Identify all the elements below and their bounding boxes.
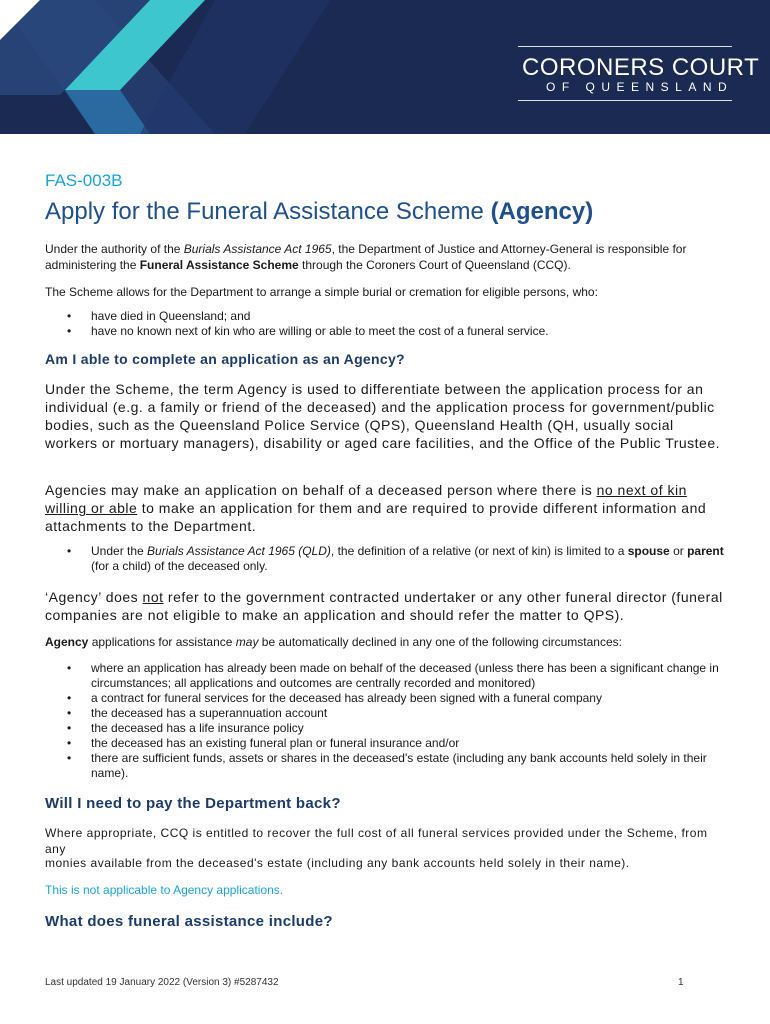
page-title: Apply for the Funeral Assistance Scheme (Agency) [45, 198, 594, 225]
heading-agency: Am I able to complete an application as an Agency? [45, 351, 405, 367]
declined-intro: Agency applications for assistance may be automatically declined in any one of the following circumstances: [45, 635, 622, 649]
intro-paragraph: Under the authority of the Burials Assistance Act 1965, the Department of Justice and Attorney-General is responsible for administering the Funeral Assistance Scheme through the Coroners Court of Queensland (CCQ). [45, 242, 687, 272]
agency-note: ‘Agency’ does not refer to the government contracted undertaker or any other funeral director (funeral companies are not eligible to make an application and should refer the matter to QPS). [45, 589, 723, 623]
logo-title: CORONERS COURT [522, 54, 760, 81]
scheme-allows-text: The Scheme allows for the Department to arrange a simple burial or cremation for eligible persons, who: [45, 285, 598, 299]
list-item: • the deceased has an existing funeral plan or funeral insurance and/or [45, 736, 727, 751]
page-number: 1 [678, 977, 684, 988]
header-banner [0, 0, 770, 134]
payback-text-2: monies available from the deceased's estate (including any bank accounts held solely in their name). [45, 856, 630, 870]
list-item: • Under the Burials Assistance Act 1965 (QLD), the definition of a relative (or next of kin) is limited to a spouse or parent (for a child) of the deceased only. [45, 544, 727, 574]
circumstances-list [45, 661, 727, 781]
list-item: • have no known next of kin who are willing or able to meet the cost of a funeral service. [45, 324, 727, 339]
heading-pay-back: Will I need to pay the Department back? [45, 795, 341, 812]
coroners-court-logo [518, 46, 760, 102]
list-item: • have died in Queensland; and [45, 309, 727, 324]
list-item: • there are sufficient funds, assets or shares in the deceased's estate (including any bank accounts held solely in their name). [45, 751, 727, 781]
relative-definition-list [45, 544, 727, 574]
list-item: • where an application has already been made on behalf of the deceased (unless there has been a significant change in circumstances; all applications and outcomes are centrally recorded and monitored) [45, 661, 727, 691]
not-applicable-note: This is not applicable to Agency applications. [45, 883, 284, 897]
list-item: • the deceased has a life insurance policy [45, 721, 727, 736]
list-item: • the deceased has a superannuation account [45, 706, 727, 721]
logo-subtitle: OF QUEENSLAND [546, 80, 734, 94]
payback-text: Where appropriate, CCQ is entitled to recover the full cost of all funeral services provided under the Scheme, from any [45, 826, 708, 856]
form-code: FAS-003B [45, 171, 123, 190]
list-item: • a contract for funeral services for the deceased has already been signed with a funeral company [45, 691, 727, 706]
footer-updated: Last updated 19 January 2022 (Version 3) #5287432 [45, 977, 279, 988]
heading-assistance-includes: What does funeral assistance include? [45, 913, 333, 930]
agencies-may-paragraph: Agencies may make an application on behalf of a deceased person where there is no next of kin willing or able to make an application for them and are required to provide different information and attachments to the Department. [45, 482, 707, 534]
eligibility-list [45, 309, 727, 339]
agency-definition: Under the Scheme, the term Agency is used to differentiate between the application process for an individual (e.g. a family or friend of the deceased) and the application process for government/public bodies, such as the Queensland Police Service (QPS), Queensland Health (QH, usually social workers or mortuary managers), disability or aged care facilities, and the Office of the Public Trustee. [45, 381, 721, 451]
